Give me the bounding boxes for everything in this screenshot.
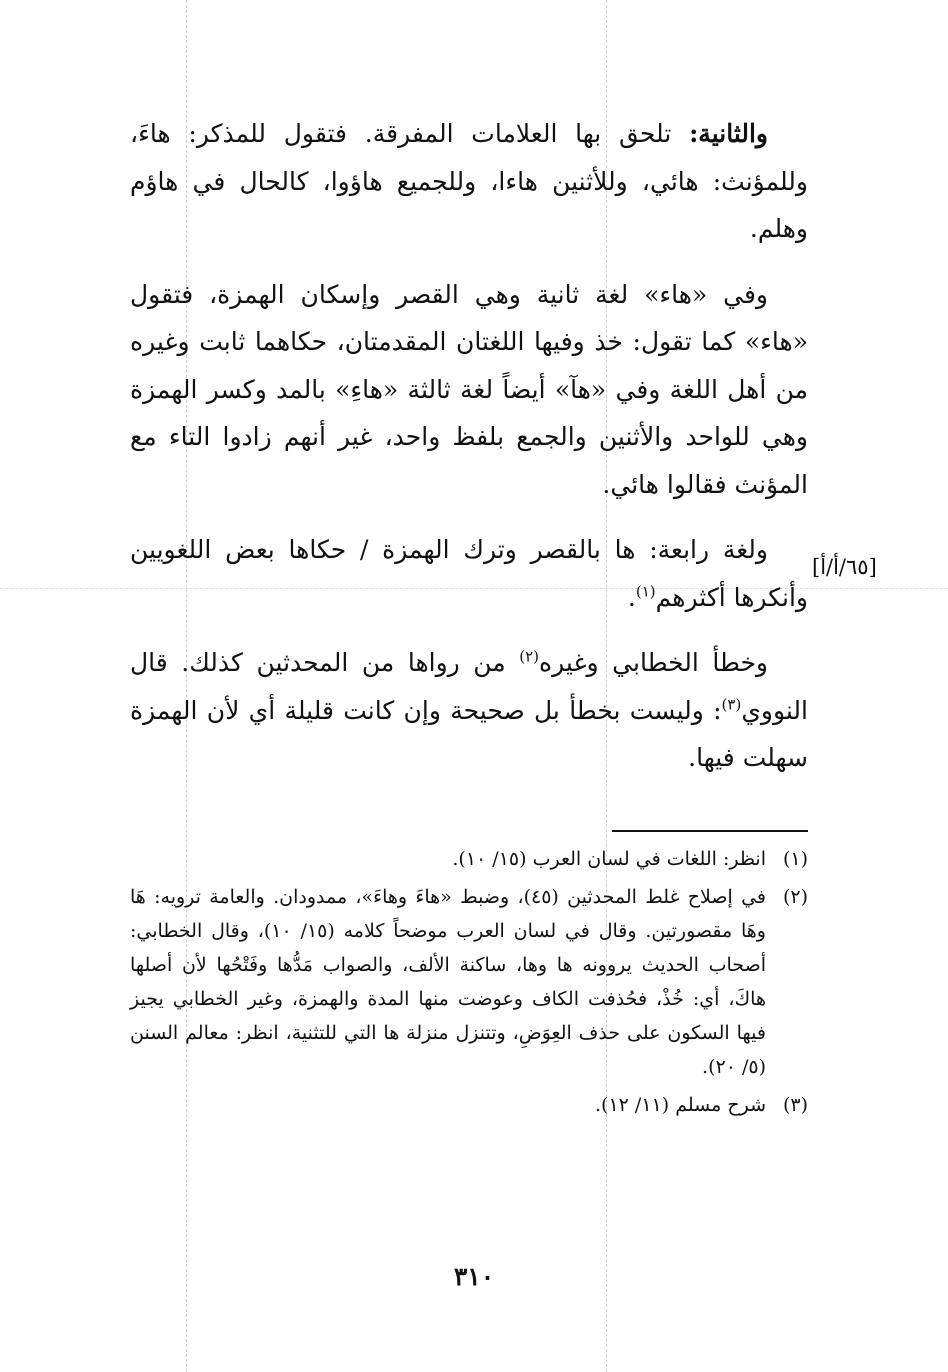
footnote-number: (١) <box>782 848 808 870</box>
paragraph-text: تلحق بها العلامات المفرقة. فتقول للمذكر: هاءَ، وللمؤنث: هائي، وللأثنين هاءا، وللجميع هاؤوا، كالحال في هاؤم وهلم. <box>130 119 808 243</box>
footnote-text: في إصلاح غلط المحدثين (٤٥)، وضبط «هاءَ وهاءَ»، ممدودان. والعامة ترويه: هَا وهَا مقصورتين. وقال في لسان العرب موضحاً كلامه (١٥/ ١٠)، وقال الخطابي: أصحاب الحديث يروونه ها وها، ساكنة الألف، والصواب مَدُّها وفَتْحُها لأن أصلها هاكَ، أي: خُذْ، فحُذفت الكاف وعوضت منها المدة والهمزة، وغير الخطابي يجيز فيها السكون على حذف العِوَضِ، وتتنزل منزلة ها التي للتثنية، انظر: معالم السنن (٥/ ٢٠). <box>130 886 766 1078</box>
paragraph-text: وفي «هاء» لغة ثانية وهي القصر وإسكان الهمزة، فتقول «هاء» كما تقول: خذ وفيها اللغتان المقدمتان، حكاهما ثابت وغيره من أهل اللغة وفي «هآ» أيضاً لغة ثالثة «هاءِ» بالمد وكسر الهمزة وهي للواحد والأثنين والجمع بلفظ واحد، غير أنهم زادوا التاء مع المؤنث فقالوا هائي. <box>130 279 808 499</box>
paragraph <box>130 110 808 253</box>
footnote-marker: (٣) <box>721 695 742 714</box>
footnote-text: شرح مسلم (١١/ ١٢). <box>595 1094 766 1116</box>
paragraph-text: ولغة رابعة: ها بالقصر وترك الهمزة / حكاها بعض اللغويين وأنكرها أكثرهم <box>130 535 808 612</box>
paragraph-lead: والثانية: <box>689 119 768 148</box>
footnote-number: (٢) <box>782 886 808 908</box>
footnote <box>130 1088 808 1122</box>
footnote-text: انظر: اللغات في لسان العرب (١٥/ ١٠). <box>452 848 766 870</box>
footnotes <box>130 842 808 1126</box>
margin-manuscript-reference: [٦٥/أ/أ] <box>812 555 877 579</box>
footnote-marker: (٢) <box>519 647 540 666</box>
paragraph <box>130 526 808 621</box>
footnote <box>130 880 808 1084</box>
paragraph-text: وخطأ الخطابي وغيره <box>539 648 768 677</box>
paragraph <box>130 639 808 782</box>
paragraph-text: : وليست بخطأ بل صحيحة وإن كانت قليلة أي لأن الهمزة سهلت فيها. <box>130 695 808 772</box>
footnote-separator <box>612 830 808 832</box>
paragraph-text: . <box>627 582 636 612</box>
footnote-number: (٣) <box>782 1094 808 1116</box>
page-number: ٣١٠ <box>453 1262 495 1291</box>
footnote <box>130 842 808 876</box>
footnote-marker: (١) <box>635 582 656 601</box>
main-text <box>130 110 808 800</box>
paragraph <box>130 271 808 509</box>
paragraph-text: من رواها من المحدثين كذلك. قال النووي <box>130 648 808 725</box>
